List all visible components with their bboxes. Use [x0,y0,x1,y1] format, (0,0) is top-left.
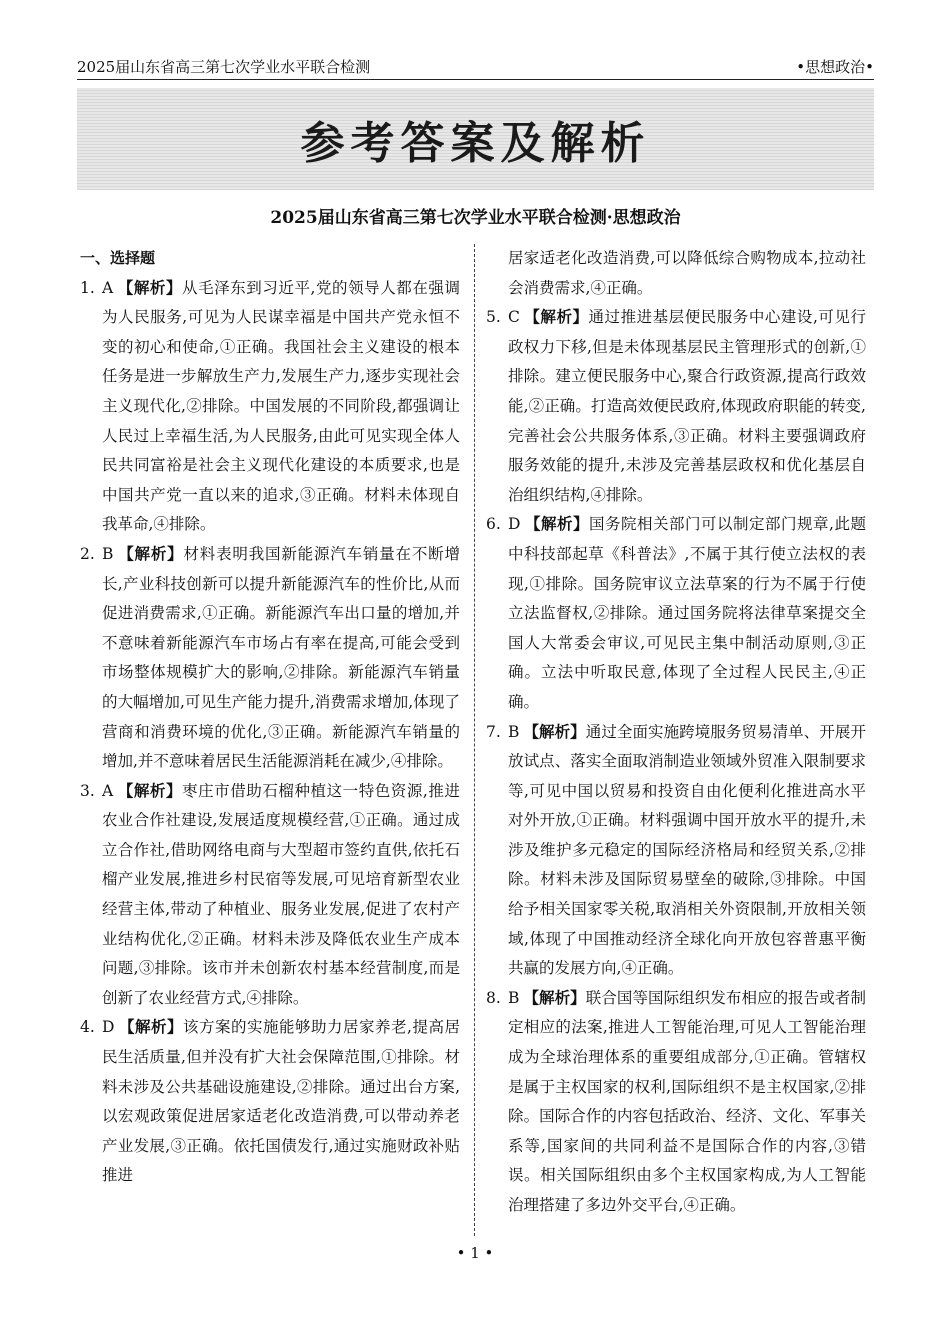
item-number: 4. [80,1018,95,1037]
answer-item-3 [80,777,460,1014]
item-4-continuation: 居家适老化改造消费,可以降低综合购物成本,拉动社会消费需求,④正确。 [508,249,866,297]
item-text: 通过推进基层便民服务中心建设,可见行政权力下移,但是未体现基层民主管理形式的创新,①排除。建立便民服务中心,聚合行政资源,提高行政效能,②正确。打造高效便民政府,体现政府职能的转变,完善社会公共服务体系,③正确。材料主要强调政府服务效能的提升,未涉及完善基层政权和优化基层自治组织结构,④排除。 [508,308,866,504]
analysis-tag: 【解析】 [117,544,184,563]
item-text: 材料表明我国新能源汽车销量在不断增长,产业科技创新可以提升新能源汽车的性价比,从而促进消费需求,①正确。新能源汽车出口量的增加,并不意味着新能源汽车市场占有率在提高,可能会受到市场整体规模扩大的影响,②排除。新能源汽车销量的大幅增加,可见生产能力提升,消费需求增加,体现了营商和消费环境的优化,③正确。新能源汽车销量的增加,并不意味着居民生活能源消耗在减少,④排除。 [102,544,460,771]
answer-item-2 [80,540,460,777]
answer-item-6 [486,510,866,717]
item-text: 该方案的实施能够助力居家养老,提高居民生活质量,但并没有扩大社会保障范围,①排除。材料未涉及公共基础设施建设,②排除。通过出台方案,以宏观政策促进居家适老化改造消费,可以带动养老产业发展,③正确。依托国债发行,通过实施财政补贴推进 [102,1018,460,1185]
item-text: 通过全面实施跨境服务贸易清单、开展开放试点、落实全面取消制造业领域外贸准入限制要求等,可见中国以贸易和投资自由化便利化推进高水平对外开放,①正确。材料强调中国开放水平的提升,未涉及维护多元稳定的国际经济格局和经贸关系,②排除。材料未涉及国际贸易壁垒的破除,③排除。中国给予相关国家零关税,取消相关外资限制,开放相关领域,体现了中国推动经济全球化向开放包容普惠平衡共赢的发展方向,④正确。 [508,722,866,978]
item-number: 7. [486,722,501,741]
item-text: 枣庄市借助石榴种植这一特色资源,推进农业合作社建设,发展适度规模经营,①正确。通过成立合作社,借助网络电商与大型超市签约直供,依托石榴产业发展,推进乡村民宿等发展,可见培育新型农业经营主体,带动了种植业、服务业发展,促进了农村产业结构优化,②正确。材料未涉及降低农业生产成本问题,③排除。该市并未创新农村基本经营制度,而是创新了农业经营方式,④排除。 [102,781,460,1007]
analysis-tag: 【解析】 [117,278,183,297]
answer-item-7 [486,718,866,984]
analysis-tag: 【解析】 [523,308,589,327]
document-subtitle: 2025届山东省高三第七次学业水平联合检测·思想政治 [270,208,681,228]
banner-title: 参考答案及解析 [300,118,651,169]
item-answer: C [508,308,520,327]
header-subject: •思想政治• [796,58,874,76]
page-header [77,52,874,80]
item-text: 联合国等国际组织发布相应的报告或者制定相应的法案,推进人工智能治理,可见人工智能治理成为全球治理体系的重要组成部分,①正确。管辖权是属于主权国家的权利,国际组织不是主权国家,②排除。国际合作的内容包括政治、经济、文化、军事关系等,国家间的共同利益不是国际合作的内容,③错误。相关国际组织由多个主权国家构成,为人工智能治理搭建了多边外交平台,④正确。 [508,988,866,1214]
analysis-tag: 【解析】 [523,722,586,741]
left-column [80,244,460,1191]
item-number: 2. [80,544,95,563]
item-number: 5. [486,308,501,327]
item-number: 1. [80,278,95,297]
item-text: 国务院相关部门可以制定部门规章,此题中科技部起草《科普法》,不属于其行使立法权的表现,①排除。国务院审议立法草案的行为不属于行使立法监督权,②排除。通过国务院将法律草案提交全国人大常委会审议,可见民主集中制活动原则,③正确。立法中听取民意,体现了全过程人民民主,④正确。 [508,515,866,711]
item-answer: B [508,988,520,1007]
item-number: 6. [486,515,501,534]
item-answer: A [102,781,114,800]
analysis-tag: 【解析】 [118,1018,183,1037]
answer-item-8 [486,984,866,1221]
analysis-tag: 【解析】 [523,988,586,1007]
item-number: 3. [80,781,95,800]
item-answer: A [102,278,114,297]
item-answer: B [102,544,114,563]
section-heading: 一、选择题 [80,249,156,267]
item-answer: B [508,722,520,741]
analysis-tag: 【解析】 [524,515,589,534]
item-answer: D [508,515,521,534]
answer-item-4 [80,1013,460,1191]
page-number: • 1 • [456,1244,494,1262]
item-number: 8. [486,988,501,1007]
right-column [486,244,866,1221]
item-answer: D [102,1018,115,1037]
analysis-tag: 【解析】 [117,781,183,800]
title-banner [77,88,874,190]
answer-item-1 [80,274,460,540]
header-exam-title: 2025届山东省高三第七次学业水平联合检测 [77,58,371,76]
answer-item-5 [486,303,866,510]
column-divider [474,244,475,1236]
item-text: 从毛泽东到习近平,党的领导人都在强调为人民服务,可见为人民谋幸福是中国共产党永恒不变的初心和使命,①正确。我国社会主义建设的根本任务是进一步解放生产力,发展生产力,逐步实现社会主义现代化,②排除。中国发展的不同阶段,都强调让人民过上幸福生活,为人民服务,由此可见实现全体人民共同富裕是社会主义现代化建设的本质要求,也是中国共产党一直以来的追求,③正确。材料未体现自我革命,④排除。 [102,278,460,534]
